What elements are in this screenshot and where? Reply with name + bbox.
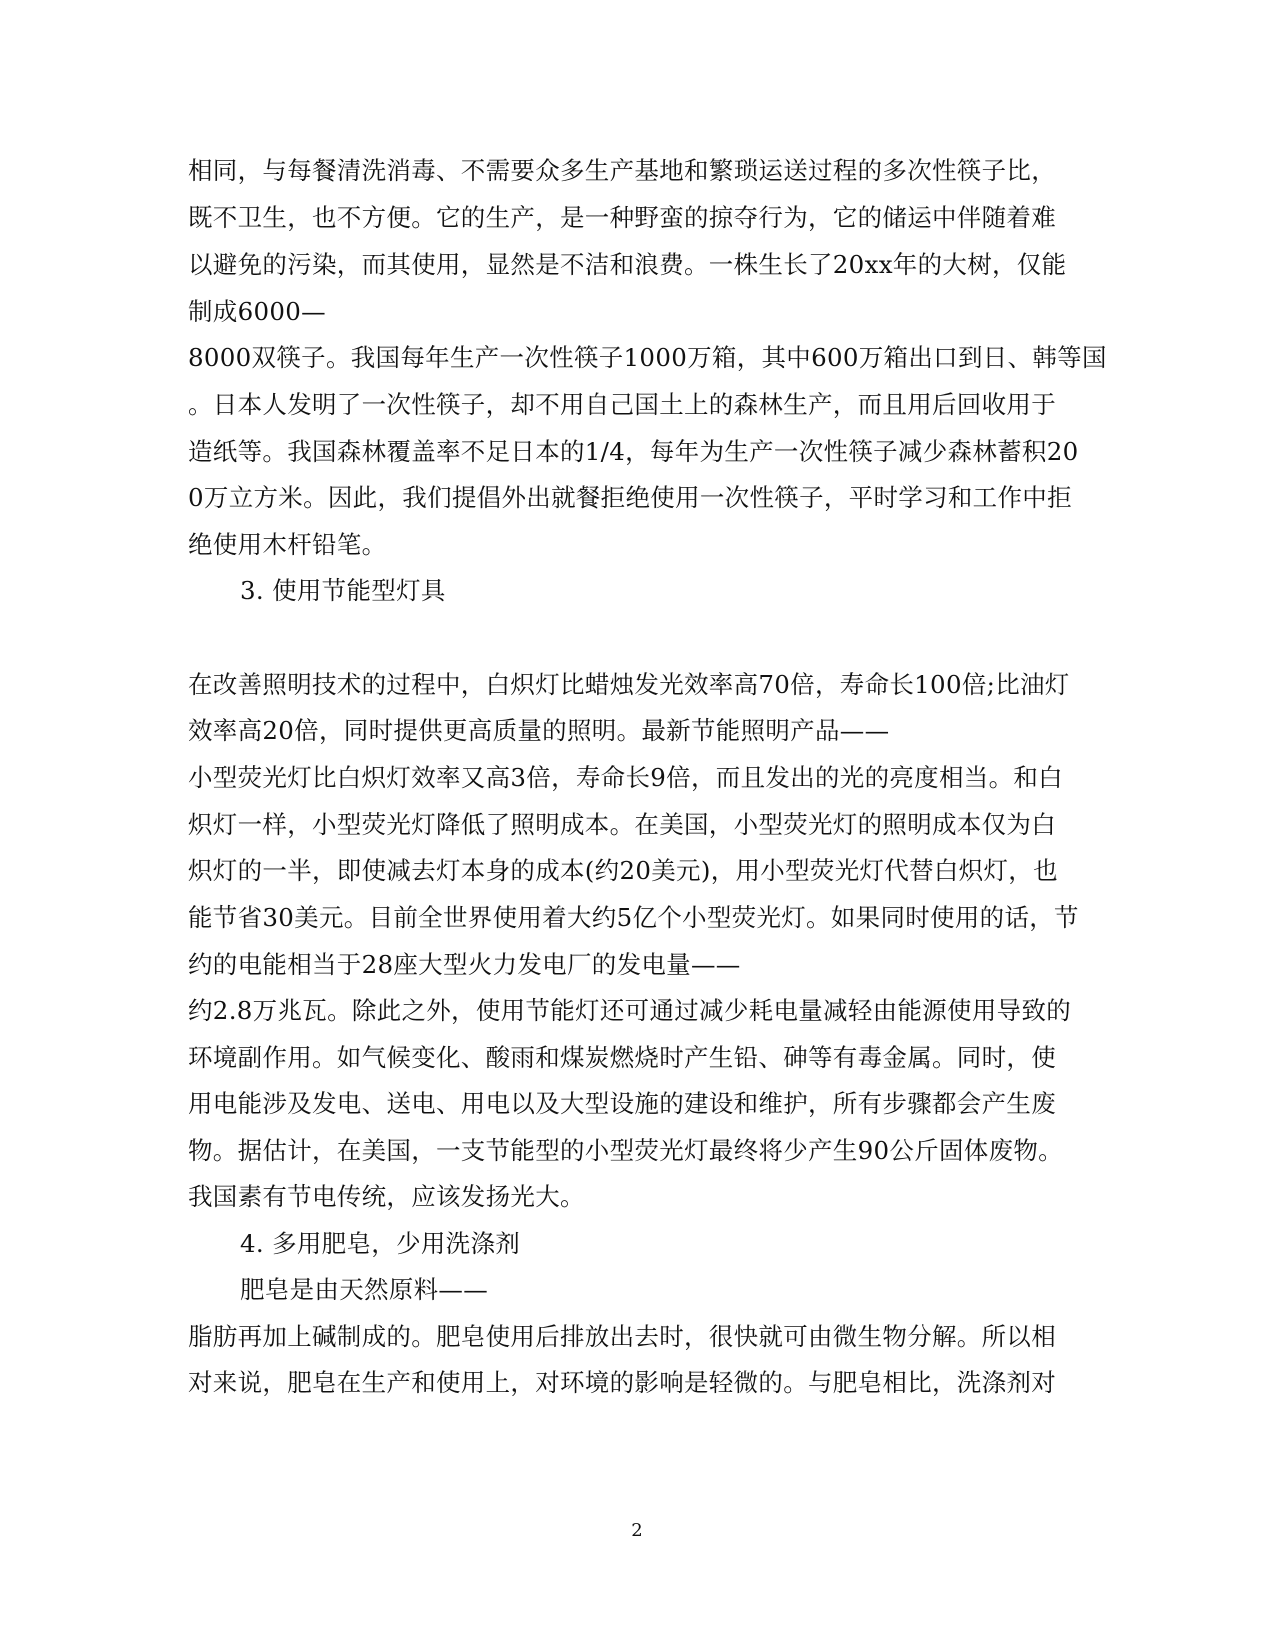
- text-line: 效率高20倍，同时提供更高质量的照明。最新节能照明产品——: [188, 716, 890, 745]
- text-line: 能节省30美元。目前全世界使用着大约5亿个小型荧光灯。如果同时使用的话，节: [188, 903, 1079, 932]
- text-line: 炽灯的一半，即使减去灯本身的成本(约20美元)，用小型荧光灯代替白炽灯，也: [188, 856, 1058, 885]
- text-line: 炽灯一样，小型荧光灯降低了照明成本。在美国，小型荧光灯的照明成本仅为白: [188, 810, 1056, 839]
- text-line: 我国素有节电传统，应该发扬光大。: [188, 1182, 585, 1211]
- section-heading: 3. 使用节能型灯具: [240, 576, 446, 605]
- text-line: 既不卫生，也不方便。它的生产，是一种野蛮的掠夺行为，它的储运中伴随着难: [188, 203, 1056, 232]
- text-line: 物。据估计，在美国，一支节能型的小型荧光灯最终将少产生90公斤固体废物。: [188, 1136, 1063, 1165]
- text-line: 绝使用木杆铅笔。: [188, 530, 387, 559]
- text-line: 约2.8万兆瓦。除此之外，使用节能灯还可通过减少耗电量减轻由能源使用导致的: [188, 996, 1072, 1025]
- text-line: 肥皂是由天然原料——: [240, 1275, 488, 1304]
- text-line: 对来说，肥皂在生产和使用上，对环境的影响是轻微的。与肥皂相比，洗涤剂对: [188, 1368, 1056, 1397]
- text-line: 约的电能相当于28座大型火力发电厂的发电量——: [188, 950, 741, 979]
- page-number: 2: [631, 1520, 643, 1541]
- text-line: 0万立方米。因此，我们提倡外出就餐拒绝使用一次性筷子，平时学习和工作中拒: [188, 483, 1072, 512]
- text-line: 环境副作用。如气候变化、酸雨和煤炭燃烧时产生铅、砷等有毒金属。同时，使: [188, 1043, 1056, 1072]
- text-line: 在改善照明技术的过程中，白炽灯比蜡烛发光效率高70倍，寿命长100倍;比油灯: [188, 670, 1070, 699]
- section-heading: 4. 多用肥皂，少用洗涤剂: [240, 1229, 521, 1258]
- text-line: 用电能涉及发电、送电、用电以及大型设施的建设和维护，所有步骤都会产生废: [188, 1089, 1056, 1118]
- text-line: 小型荧光灯比白炽灯效率又高3倍，寿命长9倍，而且发出的光的亮度相当。和白: [188, 763, 1063, 792]
- text-line: 相同，与每餐清洗消毒、不需要众多生产基地和繁琐运送过程的多次性筷子比，: [188, 156, 1056, 185]
- text-line: 制成6000—: [188, 297, 326, 326]
- text-line: 以避免的污染，而其使用，显然是不洁和浪费。一株生长了20xx年的大树，仅能: [188, 250, 1067, 279]
- text-line: 造纸等。我国森林覆盖率不足日本的1/4，每年为生产一次性筷子减少森林蓄积20: [188, 437, 1079, 466]
- text-line: 。日本人发明了一次性筷子，却不用自己国土上的森林生产，而且用后回收用于: [188, 390, 1056, 419]
- text-line: 8000双筷子。我国每年生产一次性筷子1000万箱，其中600万箱出口到日、韩等国: [188, 343, 1107, 372]
- text-line: 脂肪再加上碱制成的。肥皂使用后排放出去时，很快就可由微生物分解。所以相: [188, 1322, 1056, 1351]
